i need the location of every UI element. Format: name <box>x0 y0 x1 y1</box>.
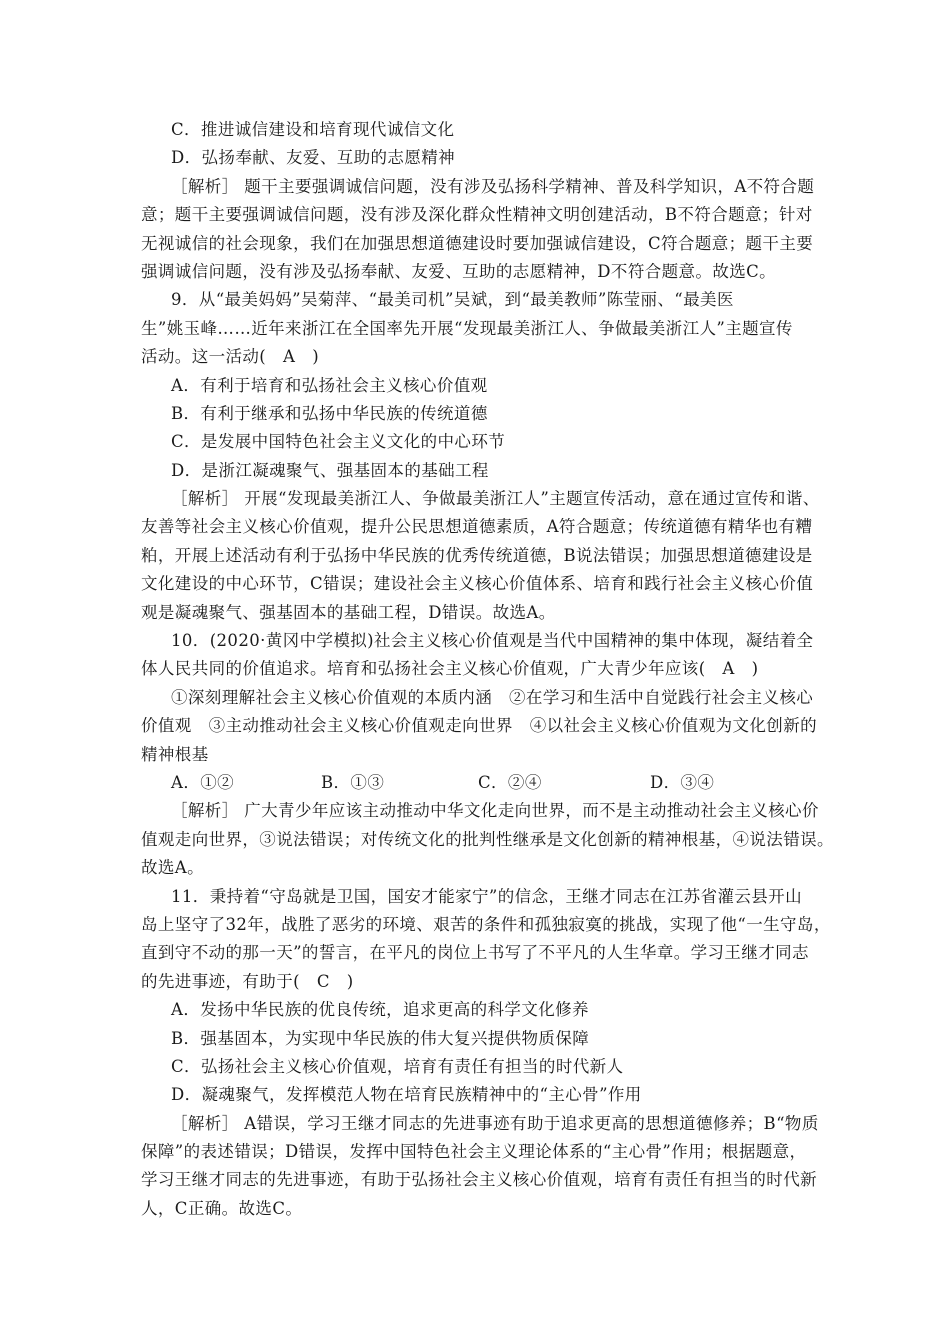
question-9-analysis <box>141 485 819 627</box>
question-10-answer-choices <box>141 769 819 797</box>
option-c: C．弘扬社会主义核心价值观，培育有责任有担当的时代新人 <box>171 1056 624 1076</box>
answer-choice-d: D．③④ <box>650 772 715 792</box>
question-9-options <box>141 372 819 486</box>
question-8-options <box>141 116 819 173</box>
stem-line: 的先进事迹，有助于( C ) <box>141 971 354 991</box>
stem-line: 直到守不动的那一天”的誓言，在平凡的岗位上书写了不平凡的人生华章。学习王继才同志 <box>141 943 809 963</box>
stem-line: 体人民共同的价值追求。培育和弘扬社会主义核心价值观，广大青少年应该( A ) <box>141 659 759 679</box>
question-10-stem <box>141 627 819 684</box>
option-d: D．凝魂聚气，发挥模范人物在培育民族精神中的“主心骨”作用 <box>171 1085 642 1105</box>
option-d: D．弘扬奉献、友爱、互助的志愿精神 <box>171 148 456 168</box>
analysis-line: 保障”的表述错误；D错误，发挥中国特色社会主义理论体系的“主心骨”作用；根据题意， <box>141 1142 807 1162</box>
question-11-stem <box>141 883 831 997</box>
item-line: 价值观 ③主动推动社会主义核心价值观走向世界 ④以社会主义核心价值观为文化创新的 <box>141 716 817 736</box>
option-b: B．有利于继承和弘扬中华民族的传统道德 <box>171 403 488 423</box>
question-11-analysis <box>141 1110 819 1224</box>
analysis-line: 观是凝魂聚气、强基固本的基础工程，D错误。故选A。 <box>141 602 556 622</box>
option-d: D．是浙江凝魂聚气、强基固本的基础工程 <box>171 460 489 480</box>
option-c: C．是发展中国特色社会主义文化的中心环节 <box>171 432 506 452</box>
answer-choice-a: A．①② <box>171 772 235 792</box>
analysis-line: 强调诚信问题，没有涉及弘扬奉献、友爱、互助的志愿精神，D不符合题意。故选C。 <box>141 261 777 281</box>
analysis-line: ［解析］ 题干主要强调诚信问题，没有涉及弘扬科学精神、普及科学知识，A不符合题 <box>171 176 815 196</box>
option-a: A．发扬中华民族的优良传统，追求更高的科学文化修养 <box>171 1000 589 1020</box>
stem-line: 生”姚玉峰……近年来浙江在全国率先开展“发现最美浙江人、争做最美浙江人”主题宣传 <box>141 318 793 338</box>
question-9-stem <box>141 286 819 371</box>
stem-line: 活动。这一活动( A ) <box>141 347 320 367</box>
item-line: ①深刻理解社会主义核心价值观的本质内涵 ②在学习和生活中自觉践行社会主义核心 <box>171 687 814 707</box>
document-page <box>141 116 834 1223</box>
question-10-analysis <box>141 797 834 882</box>
question-10-items <box>141 684 819 769</box>
analysis-line: ［解析］ 广大青少年应该主动推动中华文化走向世界，而不是主动推动社会主义核心价 <box>171 801 819 821</box>
analysis-line: ［解析］ 开展“发现最美浙江人、争做最美浙江人”主题宣传活动，意在通过宣传和谐、 <box>171 489 820 509</box>
stem-line: 9．从“最美妈妈”吴菊萍、“最美司机”吴斌，到“最美教师”陈莹丽、“最美医 <box>171 290 734 310</box>
stem-line: 10．(2020·黄冈中学模拟)社会主义核心价值观是当代中国精神的集中体现，凝结着全 <box>171 631 814 651</box>
analysis-line: ［解析］ A错误，学习王继才同志的先进事迹有助于追求更高的思想道德修养；B“物质 <box>171 1113 819 1133</box>
option-b: B．强基固本，为实现中华民族的伟大复兴提供物质保障 <box>171 1028 590 1048</box>
analysis-line: 粕，开展上述活动有利于弘扬中华民族的优秀传统道德，B说法错误；加强思想道德建设是 <box>141 545 813 565</box>
option-a: A．有利于培育和弘扬社会主义核心价值观 <box>171 375 488 395</box>
analysis-line: 无视诚信的社会现象，我们在加强思想道德建设时要加强诚信建设，C符合题意；题干主要 <box>141 233 814 253</box>
stem-line: 11．秉持着“守岛就是卫国，国安才能家宁”的信念，王继才同志在江苏省灌云县开山 <box>171 886 802 906</box>
analysis-line: 值观走向世界，③说法错误；对传统文化的批判性继承是文化创新的精神根基，④说法错误。 <box>141 829 834 849</box>
analysis-line: 意；题干主要强调诚信问题，没有涉及深化群众性精神文明创建活动，B不符合题意；针对 <box>141 205 813 225</box>
analysis-line: 学习王继才同志的先进事迹，有助于弘扬社会主义核心价值观，培育有责任有担当的时代新 <box>141 1170 817 1190</box>
analysis-line: 文化建设的中心环节，C错误；建设社会主义核心价值体系、培育和践行社会主义核心价值 <box>141 574 814 594</box>
answer-choice-b: B．①③ <box>321 772 385 792</box>
analysis-line: 人，C正确。故选C。 <box>141 1198 303 1218</box>
question-11-options <box>141 996 819 1110</box>
answer-choice-c: C．②④ <box>478 772 542 792</box>
option-c: C．推进诚信建设和培育现代诚信文化 <box>171 120 455 139</box>
analysis-line: 友善等社会主义核心价值观，提升公民思想道德素质，A符合题意；传统道德有精华也有糟 <box>141 517 813 537</box>
question-8-analysis <box>141 173 819 287</box>
analysis-line: 故选A。 <box>141 858 205 878</box>
stem-line: 岛上坚守了32年，战胜了恶劣的环境、艰苦的条件和孤独寂寞的挑战，实现了他“一生守岛， <box>141 914 831 934</box>
item-line: 精神根基 <box>141 744 209 764</box>
